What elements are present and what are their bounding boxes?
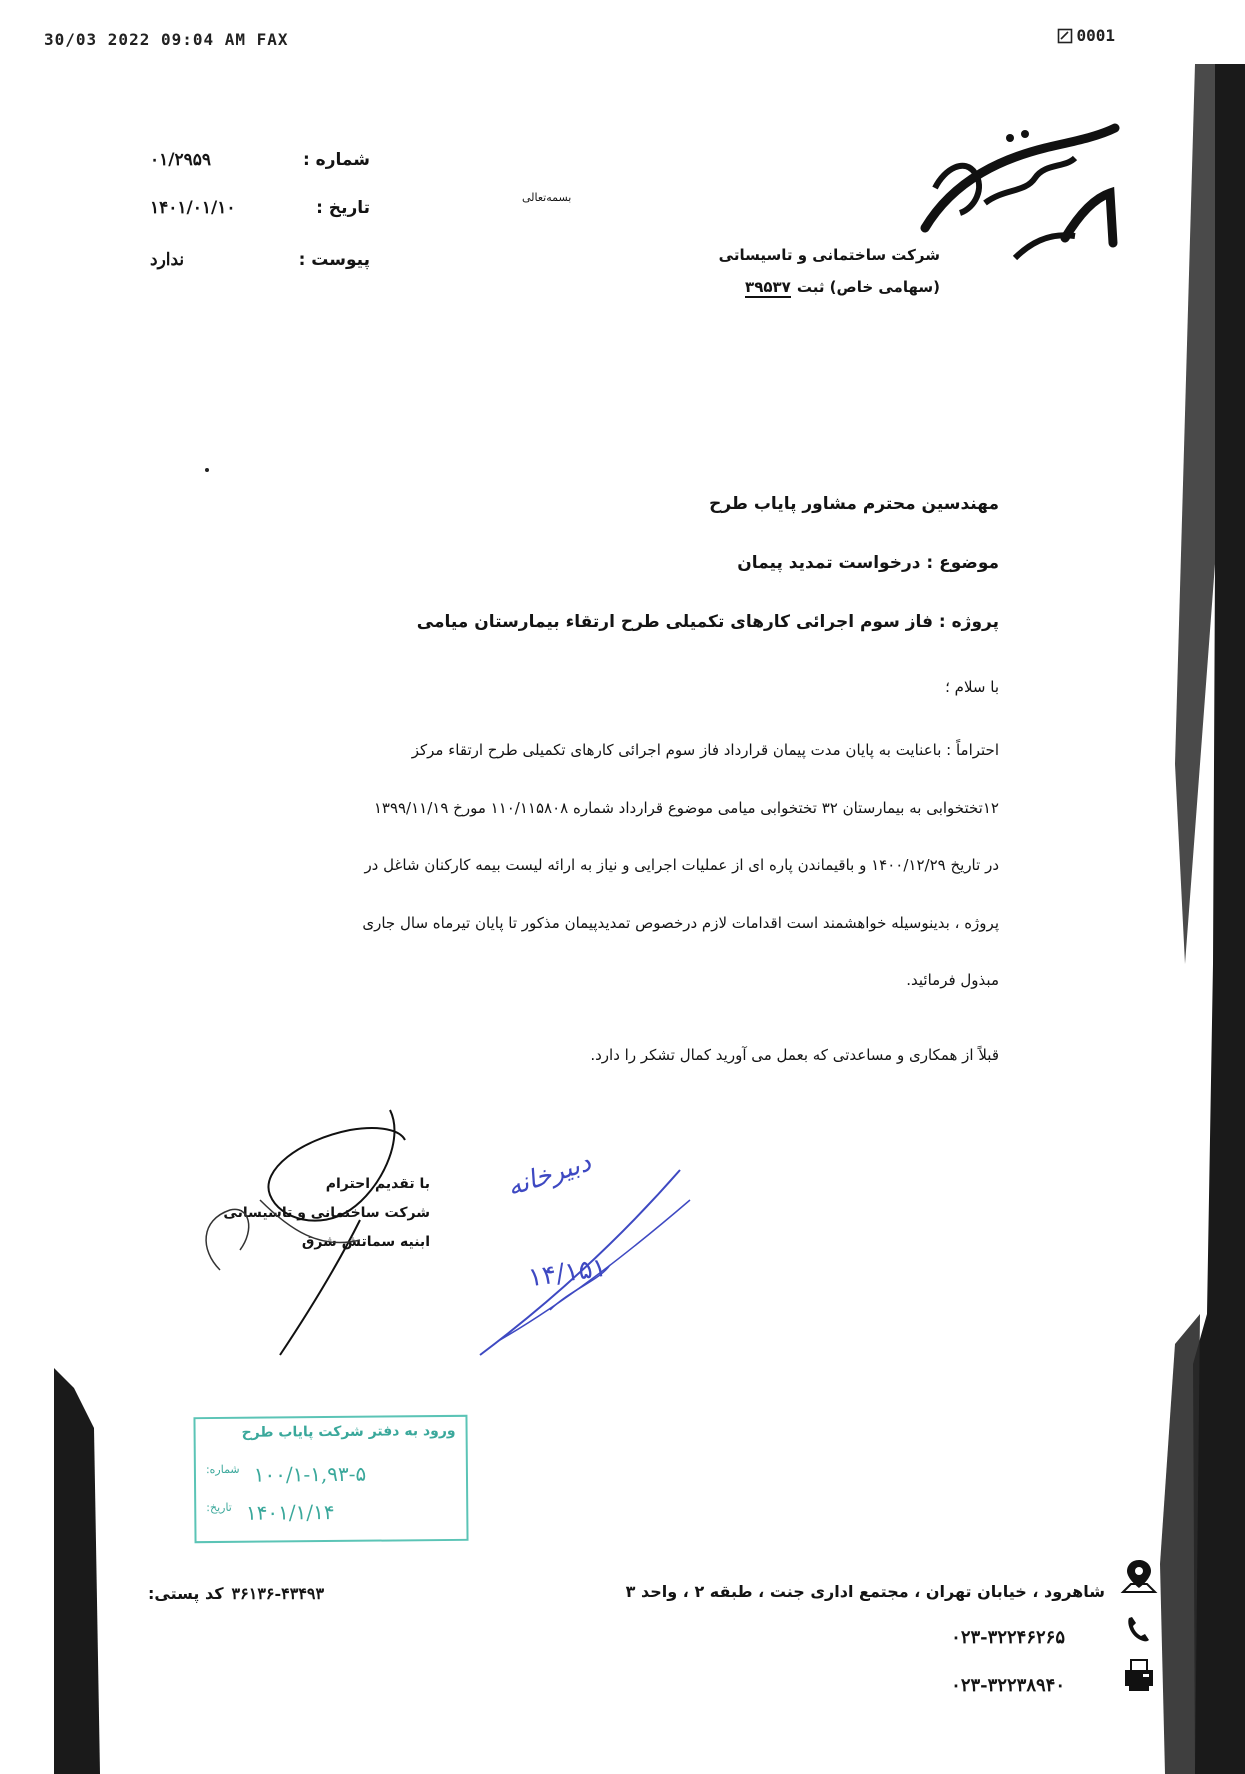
fax-page-value: 0001 bbox=[1076, 26, 1115, 45]
signature-line: با تقدیم احترام bbox=[325, 1176, 430, 1192]
stamp-number bbox=[206, 1461, 456, 1487]
letter-attachment-value: ندارد bbox=[150, 250, 185, 270]
letter-number bbox=[150, 150, 370, 170]
page-icon bbox=[1057, 28, 1073, 44]
body-line: پروژه ، بدینوسیله خواهشمند است اقدامات لازم درخصوص تمدیدپیمان مذکور تا پایان تیرماه سال جاری bbox=[362, 913, 999, 932]
location-icon bbox=[1119, 1556, 1159, 1596]
fax-page-number bbox=[1057, 26, 1115, 45]
scan-edge-left bbox=[54, 1368, 100, 1774]
stamp-date-value: ۱۴۰۱/۱/۱۴ bbox=[245, 1499, 335, 1525]
footer-fax: ۰۲۳-۳۲۲۳۸۹۴۰ bbox=[951, 1675, 1065, 1696]
fax-timestamp: 30/03 2022 09:04 AM FAX bbox=[44, 30, 289, 49]
stamp-title: ورود به دفتر شرکت پایاب طرح bbox=[241, 1422, 456, 1441]
footer-phone: ۰۲۳-۳۲۲۴۶۲۶۵ bbox=[951, 1627, 1065, 1648]
company-type: شرکت ساختمانی و تاسیساتی bbox=[718, 246, 940, 264]
handwritten-number: ۱۴/۱۵۱ bbox=[526, 1252, 609, 1294]
received-stamp bbox=[193, 1415, 468, 1543]
subject: موضوع : درخواست تمدید پیمان bbox=[737, 553, 999, 573]
postal-label: کد پستی: bbox=[148, 1584, 224, 1603]
letter-date-value: ۱۴۰۱/۰۱/۱۰ bbox=[150, 198, 236, 218]
greeting: با سلام ؛ bbox=[945, 678, 999, 696]
letter-date-label: تاریخ : bbox=[316, 198, 370, 218]
company-registration bbox=[745, 278, 940, 298]
fax-icon bbox=[1119, 1654, 1159, 1694]
letter-date bbox=[150, 198, 370, 218]
body-line: ۱۲تختخوابی به بیمارستان ۳۲ تختخوابی میامی موضوع قرارداد شماره ۱۱۰/۱۱۵۸۰۸ مورخ ۱۳۹۹/۱۱/۱۹ bbox=[373, 798, 999, 817]
closing-thanks: قبلاً از همکاری و مساعدتی که بعمل می آورید کمال تشکر را دارد. bbox=[590, 1046, 999, 1064]
postal-code: ۳۶۱۳۶-۴۳۴۹۳ bbox=[231, 1584, 325, 1603]
signature-line: ابنیه سماتش شرق bbox=[301, 1234, 430, 1250]
signature-scribble bbox=[160, 1100, 420, 1360]
handwritten-note: دبیرخانه bbox=[503, 1147, 595, 1203]
footer-postal bbox=[148, 1584, 324, 1603]
body-line: مبذول فرمائید. bbox=[906, 971, 999, 989]
addressee: مهندسین محترم مشاور پایاب طرح bbox=[709, 494, 999, 514]
scan-edge-right bbox=[1155, 64, 1245, 1774]
stamp-date bbox=[206, 1499, 456, 1525]
company-form: (سهامی خاص) ثبت bbox=[796, 278, 940, 296]
stamp-date-label: تاریخ: bbox=[206, 1500, 232, 1515]
letter-attachment-label: پیوست : bbox=[298, 250, 370, 270]
stamp-number-value: ۱۰۰/۱-۱,۹۳-۵ bbox=[253, 1461, 367, 1487]
letter-attachment bbox=[150, 250, 370, 270]
phone-icon bbox=[1123, 1612, 1153, 1646]
footer-address: شاهرود ، خیابان تهران ، مجتمع اداری جنت ، طبقه ۲ ، واحد ۳ bbox=[625, 1582, 1105, 1601]
letter-number-label: شماره : bbox=[302, 150, 370, 170]
project: پروژه : فاز سوم اجرائی کارهای تکمیلی طرح ارتقاء بیمارستان میامی bbox=[416, 612, 999, 632]
letter-number-value: ۰۱/۲۹۵۹ bbox=[150, 150, 211, 170]
body-line: احتراماً : باعنایت به پایان مدت پیمان قرارداد فاز سوم اجرائی کارهای تکمیلی طرح ارتقاء مرکز bbox=[411, 741, 999, 759]
stamp-number-label: شماره: bbox=[205, 1462, 240, 1477]
body-paragraph bbox=[239, 722, 999, 1010]
basmala: بسمه‌تعالی bbox=[522, 191, 572, 204]
signature-line: شرکت ساختمانی و تاسیساتی bbox=[223, 1205, 430, 1221]
speck bbox=[205, 468, 209, 472]
registration-number: ۳۹۵۳۷ bbox=[745, 278, 791, 296]
body-line: در تاریخ ۱۴۰۰/۱۲/۲۹ و باقیماندن پاره ای از عملیات اجرایی و نیاز به ارائه لیست بیمه کارکنان شاغل در bbox=[364, 856, 999, 874]
company-logo bbox=[915, 118, 1125, 268]
